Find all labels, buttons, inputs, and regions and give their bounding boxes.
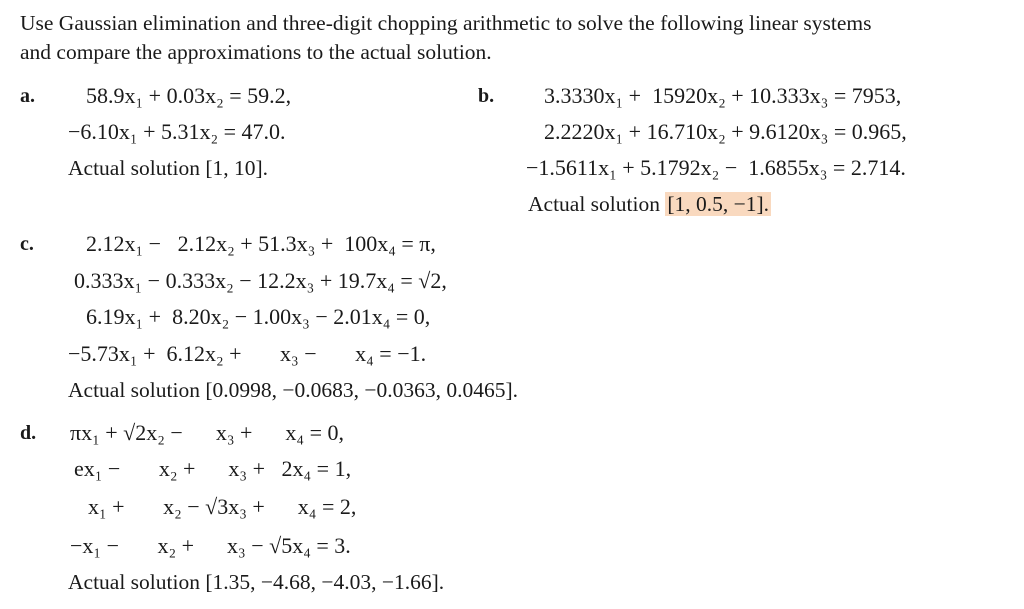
problem-b-solution-prefix: Actual solution <box>528 192 666 216</box>
problem-b-solution-highlight: [1, 0.5, −1]. <box>667 192 770 216</box>
intro-line-2: and compare the approximations to the actual solution. <box>20 40 492 64</box>
problem-b-eq1: 3.3330x₁ + 15920x₂ + 10.333x₃ = 7953, <box>544 83 902 108</box>
problem-a-label: a. <box>20 85 35 107</box>
problem-d-solution: Actual solution [1.35, −4.68, −4.03, −1.66]. <box>68 570 445 594</box>
problem-b-eq2: 2.2220x₁ + 16.710x₂ + 9.6120x₃ = 0.965, <box>544 119 907 144</box>
problem-d-eq1: πx₁ + √2x₂ − x₃ + x₄ = 0, <box>70 420 344 445</box>
problem-c-eq2: 0.333x₁ − 0.333x₂ − 12.2x₃ + 19.7x₄ = √2, <box>74 268 447 293</box>
problem-d-eq3: x₁ + x₂ − √3x₃ + x₄ = 2, <box>88 494 357 519</box>
problem-d-label: d. <box>20 422 37 444</box>
problem-c-solution: Actual solution [0.0998, −0.0683, −0.0363, 0.0465]. <box>68 378 519 402</box>
problem-d-eq2: ex₁ − x₂ + x₃ + 2x₄ = 1, <box>74 456 352 481</box>
problem-a-eq2: −6.10x₁ + 5.31x₂ = 47.0. <box>68 119 286 144</box>
problem-b-solution <box>528 191 771 217</box>
problem-b-label: b. <box>478 85 495 107</box>
problem-c-eq3: 6.19x₁ + 8.20x₂ − 1.00x₃ − 2.01x₄ = 0, <box>86 304 431 329</box>
intro-line-1: Use Gaussian elimination and three-digit chopping arithmetic to solve the following linear systems <box>20 11 872 35</box>
problem-a-eq1: 58.9x₁ + 0.03x₂ = 59.2, <box>86 83 292 108</box>
problem-d-eq4: −x₁ − x₂ + x₃ − √5x₄ = 3. <box>70 533 351 558</box>
problem-b-eq3: −1.5611x₁ + 5.1792x₂ − 1.6855x₃ = 2.714. <box>526 155 906 180</box>
problem-c-eq1: 2.12x₁ − 2.12x₂ + 51.3x₃ + 100x₄ = π, <box>86 231 436 256</box>
problem-c-eq4: −5.73x₁ + 6.12x₂ + x₃ − x₄ = −1. <box>68 341 427 366</box>
problem-a-solution: Actual solution [1, 10]. <box>68 156 269 180</box>
problem-c-label: c. <box>20 233 34 255</box>
